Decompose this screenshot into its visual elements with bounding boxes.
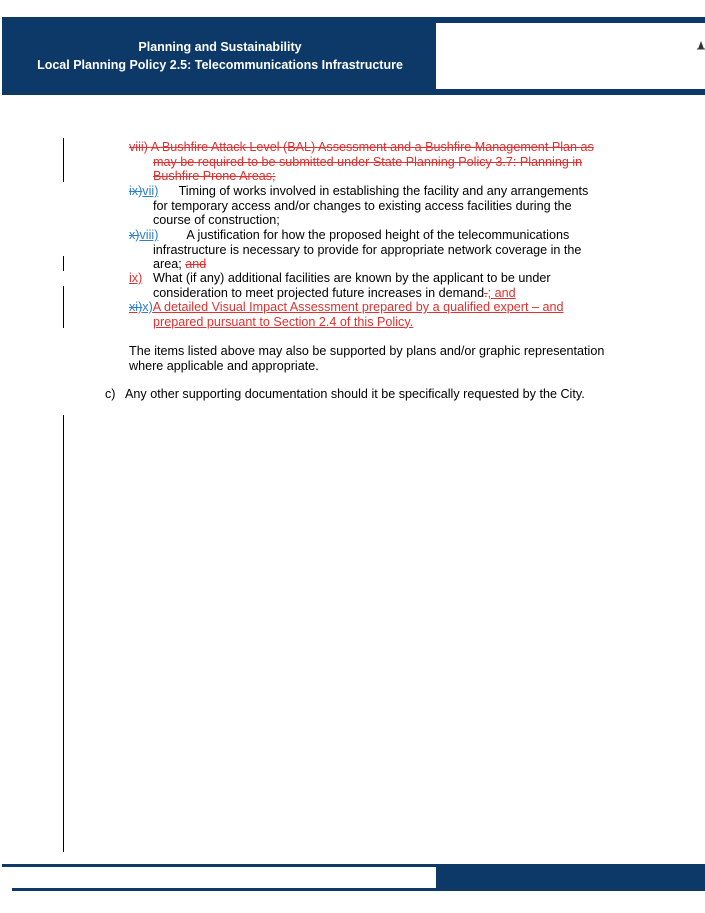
item-marker-new: vii)	[142, 184, 159, 198]
item-marker-new: viii)	[139, 228, 159, 242]
header-policy-title: Local Planning Policy 2.5: Telecommunications Infrastructure	[37, 58, 403, 72]
footer-block	[436, 867, 705, 891]
item-marker-old: x)	[129, 228, 140, 242]
list-item-visual-impact: xi)x)A detailed Visual Impact Assessment prepared by a qualified expert – and prepared pursuant to Section 2.4 of this Policy.	[129, 300, 564, 329]
item-marker-old: xi)	[129, 300, 143, 314]
footer-rule-lower	[12, 888, 436, 891]
change-bar	[63, 256, 64, 271]
item-marker-old: ix)	[129, 184, 143, 198]
city-logo-icon	[697, 40, 705, 50]
list-item-height-justification: x)viii) A justification for how the proposed height of the telecommunications infrastructure is necessary to provide for appropriate network coverage in the area; and	[129, 228, 582, 272]
change-bar	[63, 138, 64, 182]
page-header-title	[4, 17, 436, 95]
supporting-plans-paragraph: The items listed above may also be supported by plans and/or graphic representation where applicable and appropriate.	[129, 344, 605, 373]
change-bar	[63, 415, 64, 852]
list-item-timing-of-works: ix)vii) Timing of works involved in establishing the facility and any arrangements for temporary access and/or changes to existing access facilities during the course of construction;	[129, 184, 589, 228]
item-marker: ix)	[129, 271, 143, 285]
item-marker: viii)	[129, 140, 148, 154]
header-logo-area	[436, 23, 705, 89]
header-department: Planning and Sustainability	[138, 40, 302, 54]
item-marker: c)	[105, 387, 116, 401]
list-item-deleted-bushfire: viii) A Bushfire Attack Level (BAL) Assessment and a Bushfire Management Plan as may be required to be submitted under State Planning Policy 3.7: Planning in Bushfire Prone Areas;	[129, 140, 594, 184]
list-item-additional-facilities: ix) What (if any) additional facilities are known by the applicant to be under consideration to meet projected future increases in demand.; and	[129, 271, 551, 300]
list-item-c: c) Any other supporting documentation should it be specifically requested by the City.	[105, 387, 585, 401]
change-bar	[63, 286, 64, 328]
item-marker-new: x)	[142, 300, 153, 314]
